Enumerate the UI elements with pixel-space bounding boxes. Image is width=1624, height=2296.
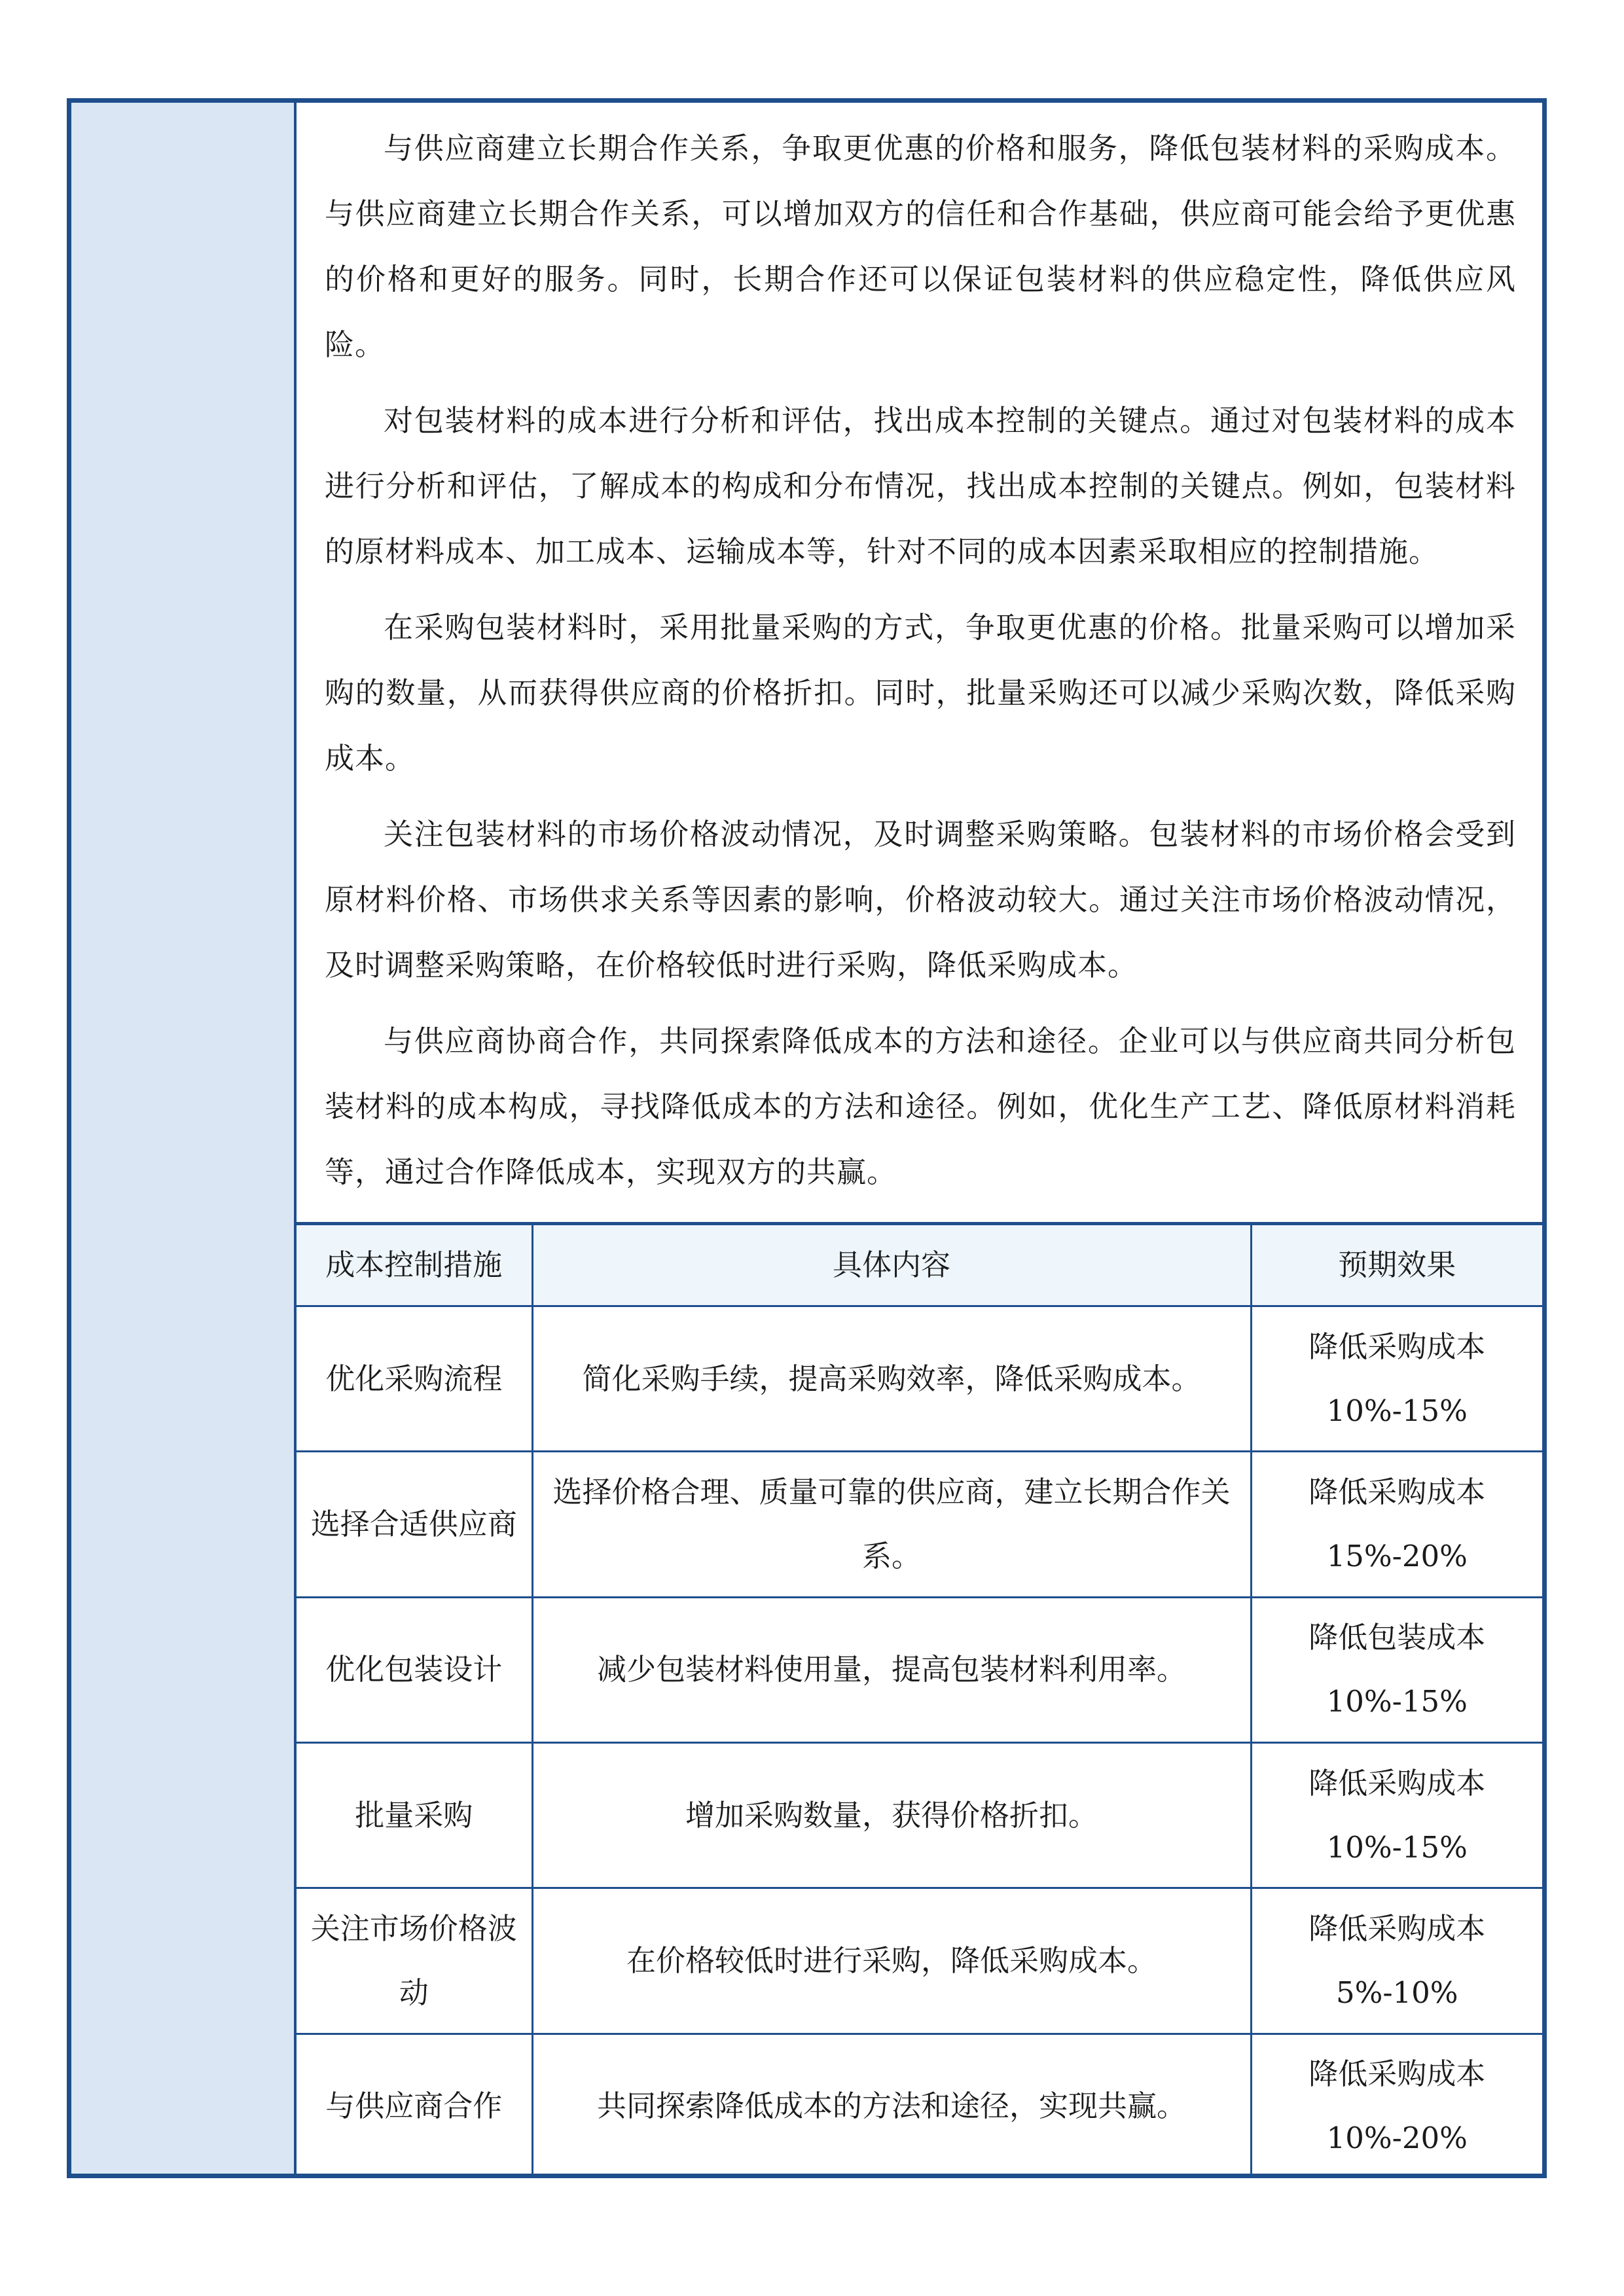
cell-content: 共同探索降低成本的方法和途径，实现共赢。 [532,2034,1251,2178]
table-row [297,1597,1542,1742]
cell-measure: 优化采购流程 [297,1306,532,1452]
cell-measure: 批量采购 [297,1743,532,1888]
table-header-row [297,1224,1542,1306]
cell-measure: 选择合适供应商 [297,1452,532,1597]
cell-measure: 关注市场价格波动 [297,1888,532,2034]
table-row [297,1452,1542,1597]
header-content: 具体内容 [532,1224,1251,1306]
cell-effect: 降低包装成本 10%-15% [1251,1597,1542,1742]
cell-content: 在价格较低时进行采购，降低采购成本。 [532,1888,1251,2034]
cell-effect: 降低采购成本 15%-20% [1251,1452,1542,1597]
cell-effect: 降低采购成本 10%-15% [1251,1306,1542,1452]
paragraph-supplier-cooperation: 与供应商协商合作，共同探索降低成本的方法和途径。企业可以与供应商共同分析包装材料的成本构成，寻找降低成本的方法和途径。例如，优化生产工艺、降低原材料消耗等，通过合作降低成本，实现双方的共赢。 [325,1024,1516,1189]
paragraph-bulk-purchase: 在采购包装材料时，采用批量采购的方式，争取更优惠的价格。批量采购可以增加采购的数量，从而获得供应商的价格折扣。同时，批量采购还可以减少采购次数，降低采购成本。 [325,610,1516,776]
table-row [297,2034,1542,2178]
table-row [297,1306,1542,1452]
cost-control-table [297,1222,1542,2178]
body-text [297,103,1542,1222]
cell-measure: 优化包装设计 [297,1597,532,1742]
left-sidebar-column [71,103,297,2174]
paragraph-cost-analysis: 对包装材料的成本进行分析和评估，找出成本控制的关键点。通过对包装材料的成本进行分析和评估，了解成本的构成和分布情况，找出成本控制的关键点。例如，包装材料的原材料成本、加工成本、运输成本等，针对不同的成本因素采取相应的控制措施。 [325,403,1516,569]
paragraph-long-term-supplier: 与供应商建立长期合作关系，争取更优惠的价格和服务，降低包装材料的采购成本。与供应商建立长期合作关系，可以增加双方的信任和合作基础，供应商可能会给予更优惠的价格和更好的服务。同时，长期合作还可以保证包装材料的供应稳定性，降低供应风险。 [325,131,1516,362]
cell-measure: 与供应商合作 [297,2034,532,2178]
table-row [297,1743,1542,1888]
header-measure: 成本控制措施 [297,1224,532,1306]
cell-effect: 降低采购成本 10%-15% [1251,1743,1542,1888]
table-row [297,1888,1542,2034]
header-effect: 预期效果 [1251,1224,1542,1306]
cell-content: 选择价格合理、质量可靠的供应商，建立长期合作关系。 [532,1452,1251,1597]
cell-content: 增加采购数量，获得价格折扣。 [532,1743,1251,1888]
page-frame [67,98,1547,2178]
cell-effect: 降低采购成本 10%-20% [1251,2034,1542,2178]
paragraph-market-price: 关注包装材料的市场价格波动情况，及时调整采购策略。包装材料的市场价格会受到原材料价格、市场供求关系等因素的影响，价格波动较大。通过关注市场价格波动情况，及时调整采购策略，在价格较低时进行采购，降低采购成本。 [325,817,1516,982]
cell-content: 简化采购手续，提高采购效率，降低采购成本。 [532,1306,1251,1452]
cell-effect: 降低采购成本 5%-10% [1251,1888,1542,2034]
cell-content: 减少包装材料使用量，提高包装材料利用率。 [532,1597,1251,1742]
content-column [297,103,1542,2174]
